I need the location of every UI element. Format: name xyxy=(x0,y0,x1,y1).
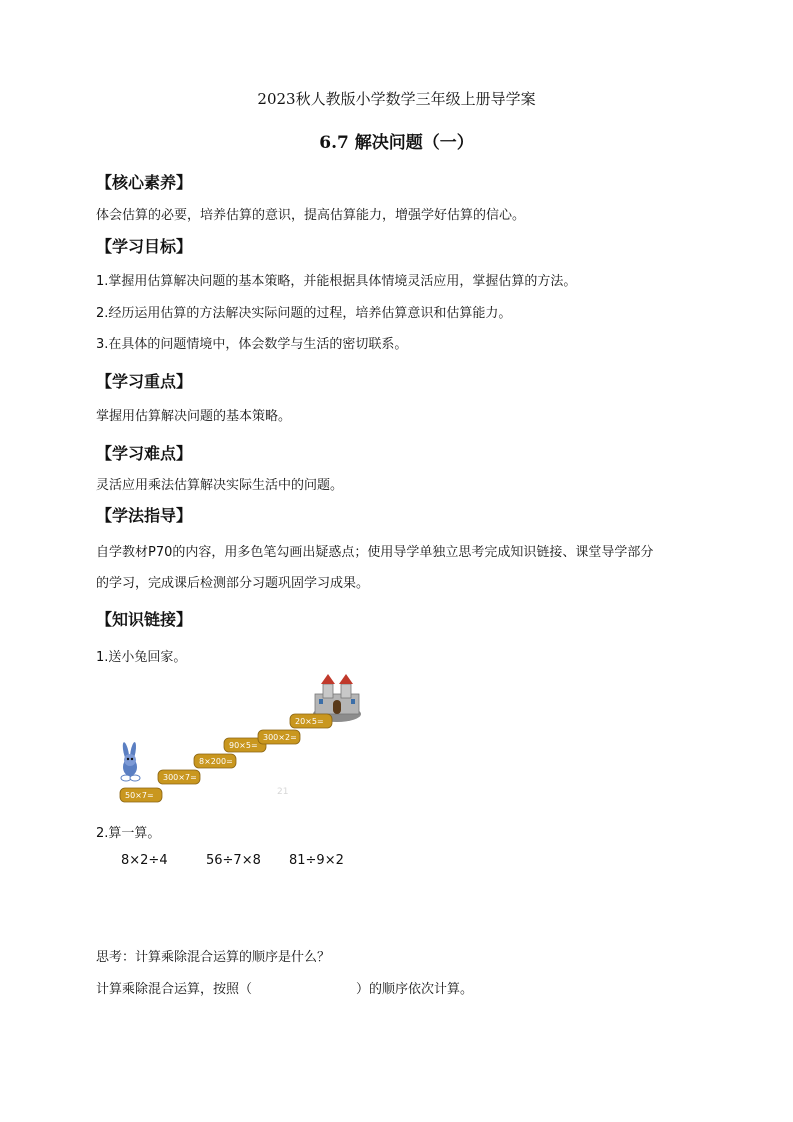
difficulty-text: 灵活应用乘法估算解决实际生活中的问题。 xyxy=(96,478,344,493)
difficulty-heading: 【学习难点】 xyxy=(96,444,193,463)
step-3 xyxy=(194,754,236,768)
calc-2: 56÷7×8 xyxy=(206,853,261,868)
goal-item-3: 3.在具体的问题情境中，体会数学与生活的密切联系。 xyxy=(96,337,408,352)
lesson-title: 6.7 解决问题（一） xyxy=(319,133,474,153)
doc-title: 2023秋人教版小学数学三年级上册导学案 xyxy=(257,90,536,108)
answer-suffix: ）的顺序依次计算。 xyxy=(356,982,474,997)
question-1: 1.送小兔回家。 xyxy=(96,650,187,665)
step-label: 8×200= xyxy=(199,757,233,766)
method-heading: 【学法指导】 xyxy=(96,506,193,525)
answer-line xyxy=(96,978,473,997)
key-heading: 【学习重点】 xyxy=(96,372,193,391)
step-label: 90×5= xyxy=(229,741,258,750)
watermark-logo: 21 xyxy=(277,787,289,797)
key-text: 掌握用估算解决问题的基本策略。 xyxy=(96,409,292,424)
step-6 xyxy=(290,714,332,728)
answer-prefix: 计算乘除混合运算，按照（ xyxy=(96,982,253,997)
calc-1: 8×2÷4 xyxy=(121,853,168,868)
links-heading: 【知识链接】 xyxy=(96,610,193,629)
step-label: 300×2= xyxy=(263,733,297,742)
goal-item-2: 2.经历运用估算的方法解决实际问题的过程，培养估算意识和估算能力。 xyxy=(96,306,512,321)
step-label: 300×7= xyxy=(163,773,197,782)
steps-group xyxy=(120,714,332,802)
core-heading: 【核心素养】 xyxy=(96,173,193,192)
step-1 xyxy=(120,788,162,802)
method-text-line-2: 的学习，完成课后检测部分习题巩固学习成果。 xyxy=(96,576,370,591)
rabbit-stairs-illustration xyxy=(112,672,372,810)
rabbit-icon xyxy=(121,742,140,781)
step-label: 50×7= xyxy=(125,791,154,800)
think-prompt: 思考：计算乘除混合运算的顺序是什么？ xyxy=(96,950,331,965)
calc-3: 81÷9×2 xyxy=(289,853,344,868)
step-2 xyxy=(158,770,200,784)
question-2: 2.算一算。 xyxy=(96,826,161,841)
core-text: 体会估算的必要，培养估算的意识，提高估算能力，增强学好估算的信心。 xyxy=(96,208,526,223)
step-label: 20×5= xyxy=(295,717,324,726)
goals-heading: 【学习目标】 xyxy=(96,237,193,256)
goal-item-1: 1.掌握用估算解决问题的基本策略，并能根据具体情境灵活应用，掌握估算的方法。 xyxy=(96,274,577,289)
step-5 xyxy=(258,730,300,744)
method-text-line-1: 自学教材P70的内容，用多色笔勾画出疑惑点；使用导学单独立思考完成知识链接、课堂导学部分 xyxy=(96,545,654,560)
